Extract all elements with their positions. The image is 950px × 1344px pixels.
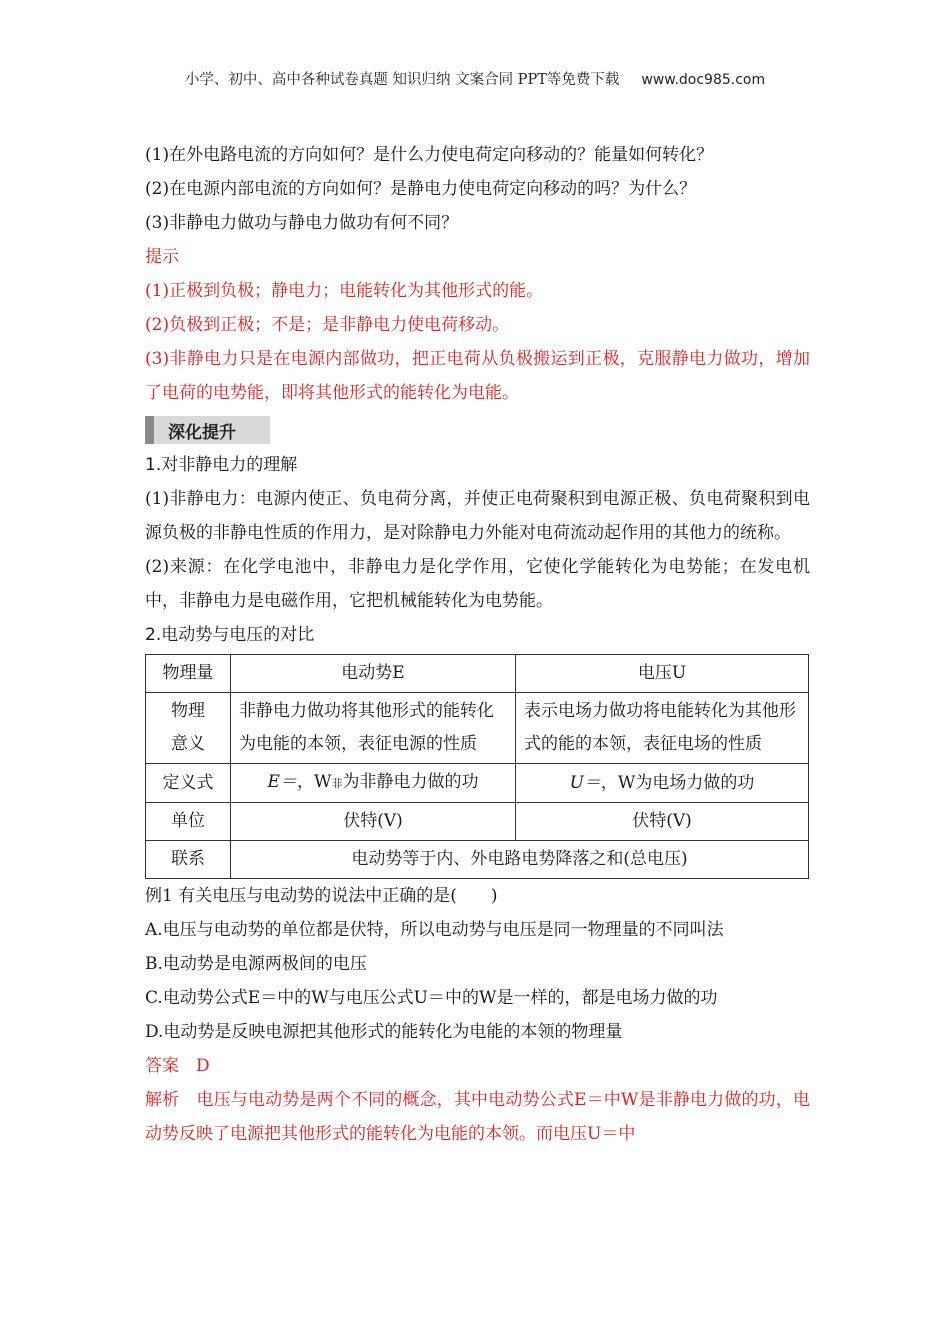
option-d: D.电动势是反映电源把其他形式的能转化为电能的本领的物理量 xyxy=(145,1022,623,1042)
question-3: (3)非静电力做功与静电力做功有何不同？ xyxy=(145,213,459,233)
option-c: C.电动势公式E＝中的W与电压公式U＝中的W是一样的，都是电场力做的功 xyxy=(145,988,718,1008)
table-row xyxy=(146,693,809,764)
hint-label: 提示 xyxy=(145,247,179,267)
part2-title: 2.电动势与电压的对比 xyxy=(145,625,315,645)
option-b: B.电动势是电源两极间的电压 xyxy=(145,954,367,974)
header-site[interactable]: www.doc985.com xyxy=(641,72,766,88)
formula-part: ，W xyxy=(296,772,332,792)
formula-part: ，W为电场力做的功 xyxy=(600,772,755,793)
section-title: 深化提升 xyxy=(168,422,236,443)
part1-title: 1.对非静电力的理解 xyxy=(145,455,298,475)
table-row xyxy=(146,655,809,693)
table-row xyxy=(146,841,809,879)
table-cell: 表示电场力做功将电能转化为其他形式的能的本领，表征电场的性质 xyxy=(516,693,809,764)
table-cell: 物理量 xyxy=(146,655,231,693)
answer: 答案 D xyxy=(145,1056,210,1076)
table-row xyxy=(146,803,809,841)
table-cell: 伏特(V) xyxy=(231,803,516,841)
formula-subscript: 非 xyxy=(331,777,343,790)
table-cell: 伏特(V) xyxy=(516,803,809,841)
table-cell xyxy=(516,764,809,803)
table-cell xyxy=(146,693,231,764)
table-cell: 电压U xyxy=(516,655,809,693)
header-text: 小学、初中、高中各种试卷真题 知识归纳 文案合同 PPT等免费下载 xyxy=(184,72,620,88)
document-body xyxy=(145,138,810,1151)
hint-answer-2: (2)负极到正极；不是；是非静电力使电荷移动。 xyxy=(145,315,510,335)
section-tag-bar xyxy=(145,416,154,444)
comparison-table xyxy=(145,654,809,879)
formula-part: 为非静电力做的功 xyxy=(342,772,479,792)
table-cell: 联系 xyxy=(146,841,231,879)
formula-part: E＝ xyxy=(267,772,297,792)
analysis: 解析 电压与电动势是两个不同的概念，其中电动势公式E＝中W是非静电力做的功，电动势反映了电源把其他形式的能转化为电能的本领。而电压U＝中 xyxy=(145,1090,810,1144)
hint-answer-3: (3)非静电力只是在电源内部做功，把正电荷从负极搬运到正极，克服静电力做功，增加了电荷的电势能，即将其他形式的能转化为电能。 xyxy=(145,349,810,403)
formula-part: U＝ xyxy=(569,772,601,793)
question-1: (1)在外电路电流的方向如何？是什么力使电荷定向移动的？能量如何转化？ xyxy=(145,145,714,165)
question-2: (2)在电源内部电流的方向如何？是静电力使电荷定向移动的吗？为什么？ xyxy=(145,179,697,199)
option-a: A.电压与电动势的单位都是伏特，所以电动势与电压是同一物理量的不同叫法 xyxy=(145,920,724,940)
table-cell: 电动势E xyxy=(231,655,516,693)
example-stem: 例1 有关电压与电动势的说法中正确的是( ) xyxy=(145,886,498,906)
part1-paragraph-1: (1)非静电力：电源内使正、负电荷分离，并使正电荷聚积到电源正极、负电荷聚积到电源负极的非静电性质的作用力，是对除静电力外能对电荷流动起作用的其他力的统称。 xyxy=(145,489,810,543)
table-cell-text: 物理意义 xyxy=(170,701,205,754)
table-cell xyxy=(231,764,516,803)
table-row xyxy=(146,764,809,803)
hint-answer-1: (1)正极到负极；静电力；电能转化为其他形式的能。 xyxy=(145,281,544,301)
table-cell: 非静电力做功将其他形式的能转化为电能的本领，表征电源的性质 xyxy=(231,693,516,764)
table-cell: 单位 xyxy=(146,803,231,841)
part1-paragraph-2: (2)来源：在化学电池中，非静电力是化学作用，它使化学能转化为电势能；在发电机中，非静电力是电磁作用，它把机械能转化为电势能。 xyxy=(145,557,810,611)
section-tag xyxy=(145,416,270,444)
page-header xyxy=(0,68,950,89)
table-cell: 定义式 xyxy=(146,764,231,803)
table-cell: 电动势等于内、外电路电势降落之和(总电压) xyxy=(231,841,809,879)
